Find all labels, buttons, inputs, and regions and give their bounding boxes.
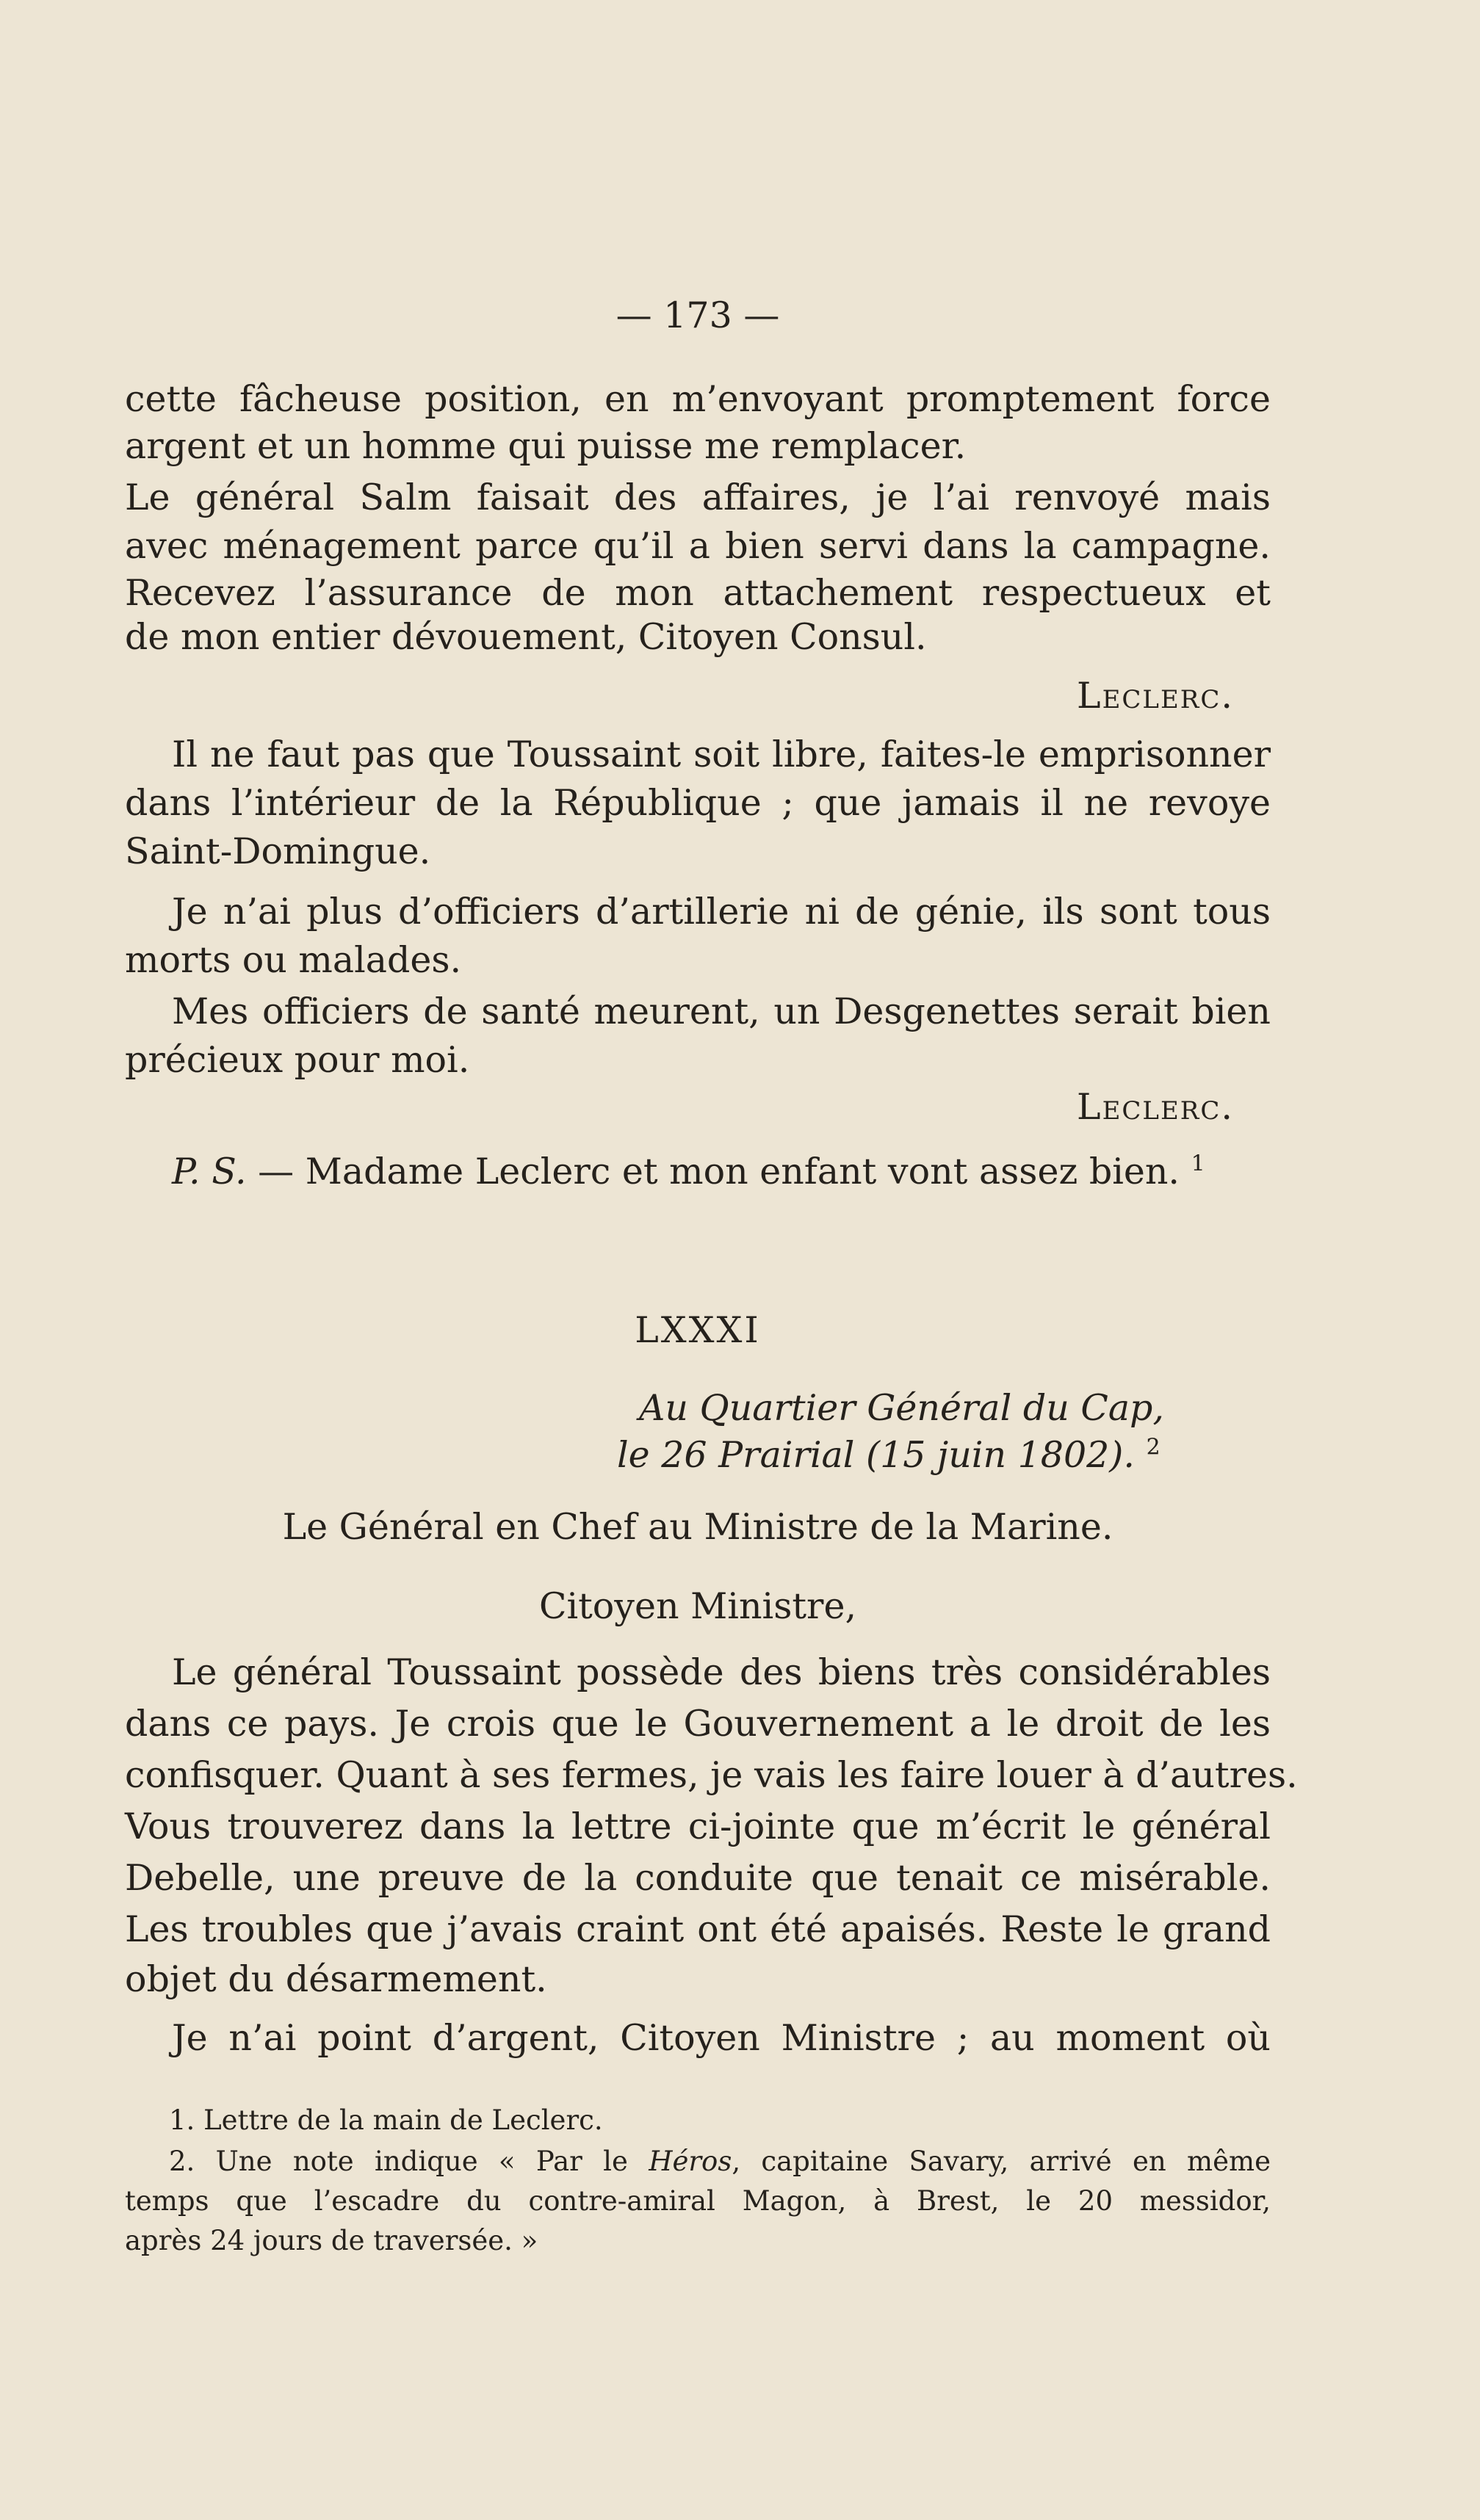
text-line: Debelle, une preuve de la conduite que tenait ce misérable.: [125, 1857, 1271, 1899]
text-line: Saint-Domingue.: [125, 830, 431, 872]
letter-salutation: Citoyen Ministre,: [538, 1585, 857, 1627]
letter-date-text: le 26 Prairial (15 juin 1802).: [617, 1434, 1135, 1476]
text-line: cette fâcheuse position, en m’envoyant promptement force: [125, 378, 1271, 420]
letter-number: LXXXI: [635, 1309, 761, 1351]
text-line: dans l’intérieur de la République ; que jamais il ne revoye: [125, 782, 1271, 824]
ship-name: Héros: [649, 2146, 732, 2177]
footnote: 1. Lettre de la main de Leclerc.: [169, 2104, 603, 2136]
footnote: [169, 2144, 1271, 2179]
text-line: confisquer. Quant à ses fermes, je vais les faire louer à d’autres.: [125, 1754, 1298, 1796]
page-number: — 173 —: [616, 294, 780, 336]
signature: Leclerc.: [1077, 675, 1234, 717]
text-line: objet du désarmement.: [125, 1958, 547, 2000]
text-line: Le général Salm faisait des affaires, je l’ai renvoyé mais: [125, 477, 1271, 518]
text-line: avec ménagement parce qu’il a bien servi dans la campagne.: [125, 525, 1271, 567]
postscript: [125, 1148, 1271, 1195]
text-line: précieux pour moi.: [125, 1039, 470, 1081]
text-line: Vous trouverez dans la lettre ci-jointe que m’écrit le général: [125, 1806, 1271, 1847]
postscript-label: P. S.: [172, 1151, 247, 1192]
text-line: morts ou malades.: [125, 939, 462, 981]
text-line: Les troubles que j’avais craint ont été apaisés. Reste le grand: [125, 1908, 1271, 1950]
text-line: de mon entier dévouement, Citoyen Consul.: [125, 616, 927, 658]
letter-place: Au Quartier Général du Cap,: [639, 1387, 1164, 1429]
footnote-ref: 1: [1191, 1151, 1205, 1177]
postscript-text: — Madame Leclerc et mon enfant vont assez bien.: [246, 1151, 1180, 1192]
text-line: Recevez l’assurance de mon attachement respectueux et: [125, 572, 1271, 614]
text-line: argent et un homme qui puisse me remplacer.: [125, 425, 967, 467]
text-line: dans ce pays. Je crois que le Gouvernement a le droit de les: [125, 1703, 1271, 1745]
text-line: Mes officiers de santé meurent, un Desgenettes serait bien: [172, 991, 1271, 1032]
footnote-line: temps que l’escadre du contre-amiral Magon, à Brest, le 20 messidor,: [125, 2185, 1271, 2217]
letter-heading: Le Général en Chef au Ministre de la Marine.: [282, 1506, 1113, 1548]
text-line: Je n’ai plus d’officiers d’artillerie ni de génie, ils sont tous: [172, 891, 1271, 933]
letter-date: [617, 1432, 1249, 1479]
text-line: Je n’ai point d’argent, Citoyen Ministre ; au moment où: [172, 2017, 1271, 2059]
document-page: [125, 0, 1298, 2520]
text-line: Il ne faut pas que Toussaint soit libre, faites-le emprisonner: [172, 734, 1271, 775]
footnote-line: après 24 jours de traversée. »: [125, 2225, 538, 2256]
footnote-ref: 2: [1146, 1434, 1160, 1460]
signature: Leclerc.: [1077, 1086, 1234, 1128]
footnote-text: 2. Une note indique « Par le: [169, 2146, 649, 2177]
footnote-text: , capitaine Savary, arrivé en même: [732, 2146, 1271, 2177]
text-line: Le général Toussaint possède des biens très considérables: [172, 1651, 1271, 1693]
